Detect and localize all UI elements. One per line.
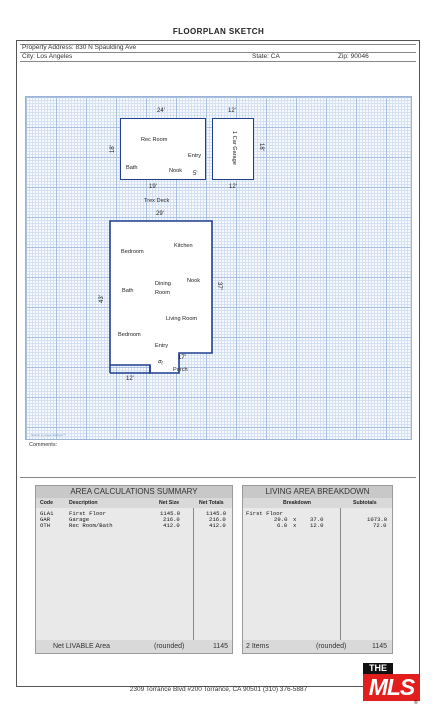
breakdown-row-1-a: 29.0 bbox=[274, 516, 288, 523]
dim-main-right: 37' bbox=[216, 282, 222, 290]
living-breakdown-divider bbox=[340, 508, 341, 642]
living-breakdown-title: LIVING AREA BREAKDOWN bbox=[243, 486, 392, 498]
state-label: State: bbox=[252, 53, 269, 60]
zip-label: Zip: bbox=[338, 53, 349, 60]
dim-main-height: 43' bbox=[99, 295, 105, 303]
col-net-size: Net Size bbox=[159, 500, 180, 506]
label-main-nook: Nook bbox=[187, 278, 201, 284]
dim-garage-height: 18' bbox=[258, 143, 264, 151]
living-breakdown-panel bbox=[242, 485, 393, 654]
net-livable-rounded: (rounded) bbox=[154, 643, 185, 650]
footer-address: 2309 Torrance Blvd #200 Torrance, CA 90501 (310) 376-5887 bbox=[129, 686, 308, 693]
label-dining: Dining bbox=[155, 281, 171, 287]
logo-the: THE bbox=[363, 663, 393, 674]
area-row-3-total: 412.0 bbox=[209, 522, 226, 529]
dim-rec-height: 18' bbox=[110, 145, 116, 153]
label-bedroom-2: Bedroom bbox=[118, 332, 141, 338]
area-row-2-net: 216.0 bbox=[163, 516, 180, 523]
col-breakdown: Breakdown bbox=[283, 500, 311, 506]
dim-porch-depth: 6' bbox=[156, 360, 162, 365]
label-porch: Porch bbox=[173, 367, 188, 373]
sketch-watermark: Sketch by Apex Medina™ bbox=[31, 433, 66, 437]
label-rec-room: Rec Room bbox=[141, 137, 168, 143]
the-mls-logo bbox=[363, 663, 423, 707]
label-upper-bath: Bath bbox=[126, 165, 138, 171]
area-summary-panel bbox=[35, 485, 233, 654]
zip-value: 90046 bbox=[350, 53, 369, 60]
label-living-room: Living Room bbox=[166, 316, 198, 322]
area-summary-colhead bbox=[36, 498, 232, 508]
property-address-value: 830 N Spaulding Ave bbox=[75, 44, 137, 51]
area-row-2-code: GAR bbox=[40, 516, 51, 523]
dim-porch-width: 17' bbox=[178, 355, 186, 361]
area-row-3-code: OTH bbox=[40, 522, 51, 529]
comments-rule bbox=[20, 477, 416, 478]
area-summary-title: AREA CALCULATIONS SUMMARY bbox=[36, 486, 232, 498]
label-dining-room: Room bbox=[155, 290, 170, 296]
area-summary-divider bbox=[193, 508, 194, 642]
net-livable-value: 1145 bbox=[213, 643, 229, 650]
label-garage: 1 Car Garage bbox=[231, 131, 237, 165]
state-value: CA bbox=[270, 53, 280, 60]
dim-rec-width: 24' bbox=[157, 108, 165, 114]
dim-notch: 5' bbox=[193, 171, 198, 177]
col-net-totals: Net Totals bbox=[199, 500, 224, 506]
area-row-1-total: 1145.0 bbox=[206, 510, 227, 517]
area-row-3-desc: Rec Room/Bath bbox=[69, 522, 113, 529]
city-label: City: bbox=[22, 53, 35, 60]
col-code: Code bbox=[40, 500, 53, 506]
logo-mls: MLS bbox=[363, 674, 420, 701]
label-kitchen: Kitchen bbox=[174, 243, 193, 249]
label-upper-nook: Nook bbox=[169, 168, 183, 174]
living-breakdown-heading: First Floor bbox=[246, 510, 283, 517]
dim-rec-bottom: 19' bbox=[149, 184, 157, 190]
breakdown-row-2-a: 6.0 bbox=[277, 522, 288, 529]
area-row-1-net: 1145.0 bbox=[160, 510, 181, 517]
living-breakdown-footer bbox=[243, 640, 392, 653]
logo-registered: ® bbox=[414, 700, 418, 706]
net-livable-label: Net LIVABLE Area bbox=[53, 643, 111, 650]
label-trex-deck: Trex Deck bbox=[144, 198, 170, 204]
breakdown-items: 2 Items bbox=[246, 643, 269, 650]
comments-label: Comments: bbox=[29, 442, 58, 448]
city-value: Los Angeles bbox=[36, 53, 73, 60]
col-subtotals: Subtotals bbox=[353, 500, 377, 506]
breakdown-row-1-x: x bbox=[293, 516, 297, 523]
breakdown-value: 1145 bbox=[372, 643, 388, 650]
breakdown-rounded: (rounded) bbox=[316, 643, 347, 650]
area-row-2-total: 216.0 bbox=[209, 516, 226, 523]
breakdown-row-2-x: x bbox=[293, 522, 297, 529]
page-title: FLOORPLAN SKETCH bbox=[172, 27, 265, 36]
breakdown-row-2-sub: 72.0 bbox=[373, 522, 387, 529]
dim-garage-width: 12' bbox=[228, 108, 236, 114]
col-description: Description bbox=[69, 500, 98, 506]
breakdown-row-1-sub: 1073.0 bbox=[367, 516, 388, 523]
dim-main-width: 29' bbox=[156, 211, 164, 217]
breakdown-row-2-b: 12.0 bbox=[310, 522, 324, 529]
label-bedroom-1: Bedroom bbox=[121, 249, 144, 255]
label-upper-entry: Entry bbox=[188, 153, 202, 159]
area-row-1-desc: First Floor bbox=[69, 510, 106, 517]
area-summary-footer bbox=[36, 640, 232, 653]
area-row-3-net: 412.0 bbox=[163, 522, 180, 529]
property-address-label: Property Address: bbox=[22, 44, 74, 51]
dim-garage-bottom: 12' bbox=[229, 184, 237, 190]
dim-main-bottom: 12' bbox=[126, 376, 134, 382]
living-breakdown-colhead bbox=[243, 498, 392, 508]
area-row-1-code: GLA1 bbox=[40, 510, 54, 517]
area-row-2-desc: Garage bbox=[69, 516, 90, 523]
label-main-entry: Entry bbox=[155, 343, 169, 349]
label-main-bath: Bath bbox=[122, 288, 134, 294]
breakdown-row-1-b: 37.0 bbox=[310, 516, 324, 523]
